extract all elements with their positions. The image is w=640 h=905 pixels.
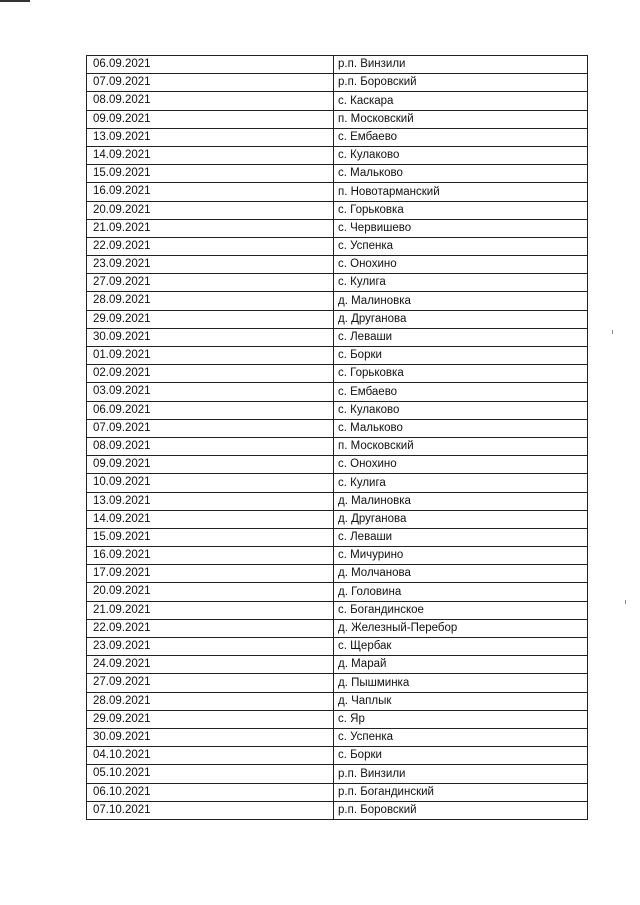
- date-cell: 09.09.2021: [87, 110, 334, 128]
- table-row: [87, 146, 588, 164]
- date-cell: 08.09.2021: [87, 437, 334, 455]
- settlement-cell: р.п. Боровский: [334, 801, 588, 819]
- settlement-cell: д. Молчанова: [334, 565, 588, 583]
- date-cell: 28.09.2021: [87, 692, 334, 710]
- table-row: [87, 274, 588, 292]
- settlement-cell: р.п. Богандинский: [334, 783, 588, 801]
- table-row: [87, 601, 588, 619]
- settlement-cell: с. Мальково: [334, 165, 588, 183]
- settlement-cell: с. Горьковка: [334, 365, 588, 383]
- scan-artifact: [612, 330, 613, 334]
- date-cell: 07.09.2021: [87, 419, 334, 437]
- settlement-cell: д. Головина: [334, 583, 588, 601]
- settlement-cell: д. Друганова: [334, 310, 588, 328]
- settlement-cell: п. Московский: [334, 437, 588, 455]
- settlement-cell: с. Успенка: [334, 728, 588, 746]
- schedule-body: [87, 56, 588, 820]
- settlement-cell: р.п. Винзили: [334, 56, 588, 74]
- date-cell: 20.09.2021: [87, 583, 334, 601]
- date-cell: 23.09.2021: [87, 638, 334, 656]
- settlement-cell: р.п. Винзили: [334, 765, 588, 783]
- settlement-cell: д. Чаплык: [334, 692, 588, 710]
- table-row: [87, 510, 588, 528]
- table-row: [87, 547, 588, 565]
- table-row: [87, 165, 588, 183]
- table-row: [87, 765, 588, 783]
- date-cell: 05.10.2021: [87, 765, 334, 783]
- date-cell: 29.09.2021: [87, 310, 334, 328]
- table-row: [87, 747, 588, 765]
- date-cell: 13.09.2021: [87, 128, 334, 146]
- settlement-cell: с. Борки: [334, 347, 588, 365]
- settlement-cell: п. Московский: [334, 110, 588, 128]
- settlement-cell: с. Успенка: [334, 237, 588, 255]
- date-cell: 03.09.2021: [87, 383, 334, 401]
- settlement-cell: д. Пышминка: [334, 674, 588, 692]
- date-cell: 20.09.2021: [87, 201, 334, 219]
- table-row: [87, 710, 588, 728]
- settlement-cell: д. Марай: [334, 656, 588, 674]
- settlement-cell: с. Червишево: [334, 219, 588, 237]
- table-row: [87, 692, 588, 710]
- settlement-cell: с. Онохино: [334, 256, 588, 274]
- table-row: [87, 528, 588, 546]
- settlement-cell: с. Мальково: [334, 419, 588, 437]
- settlement-cell: с. Ембаево: [334, 128, 588, 146]
- table-row: [87, 328, 588, 346]
- date-cell: 17.09.2021: [87, 565, 334, 583]
- date-cell: 13.09.2021: [87, 492, 334, 510]
- table-row: [87, 256, 588, 274]
- table-row: [87, 619, 588, 637]
- date-cell: 27.09.2021: [87, 274, 334, 292]
- settlement-cell: с. Мичурино: [334, 547, 588, 565]
- date-cell: 08.09.2021: [87, 92, 334, 110]
- date-cell: 06.09.2021: [87, 56, 334, 74]
- scan-artifact: [625, 600, 626, 604]
- table-row: [87, 292, 588, 310]
- date-cell: 30.09.2021: [87, 328, 334, 346]
- table-row: [87, 456, 588, 474]
- date-cell: 02.09.2021: [87, 365, 334, 383]
- settlement-cell: д. Друганова: [334, 510, 588, 528]
- date-cell: 21.09.2021: [87, 219, 334, 237]
- settlement-cell: с. Кулига: [334, 474, 588, 492]
- settlement-cell: с. Каскара: [334, 92, 588, 110]
- table-row: [87, 437, 588, 455]
- date-cell: 01.09.2021: [87, 347, 334, 365]
- date-cell: 15.09.2021: [87, 165, 334, 183]
- date-cell: 06.09.2021: [87, 401, 334, 419]
- date-cell: 30.09.2021: [87, 728, 334, 746]
- table-row: [87, 656, 588, 674]
- table-row: [87, 183, 588, 201]
- table-row: [87, 201, 588, 219]
- date-cell: 21.09.2021: [87, 601, 334, 619]
- table-row: [87, 419, 588, 437]
- date-cell: 22.09.2021: [87, 619, 334, 637]
- date-cell: 04.10.2021: [87, 747, 334, 765]
- table-row: [87, 383, 588, 401]
- settlement-cell: с. Горьковка: [334, 201, 588, 219]
- date-cell: 29.09.2021: [87, 710, 334, 728]
- table-row: [87, 310, 588, 328]
- table-row: [87, 674, 588, 692]
- date-cell: 22.09.2021: [87, 237, 334, 255]
- table-row: [87, 565, 588, 583]
- settlement-cell: с. Кулаково: [334, 146, 588, 164]
- date-cell: 16.09.2021: [87, 547, 334, 565]
- date-cell: 14.09.2021: [87, 510, 334, 528]
- table-row: [87, 110, 588, 128]
- table-row: [87, 128, 588, 146]
- settlement-cell: с. Щербак: [334, 638, 588, 656]
- table-row: [87, 347, 588, 365]
- table-row: [87, 56, 588, 74]
- date-cell: 14.09.2021: [87, 146, 334, 164]
- settlement-cell: п. Новотарманский: [334, 183, 588, 201]
- date-cell: 24.09.2021: [87, 656, 334, 674]
- date-cell: 07.10.2021: [87, 801, 334, 819]
- table-row: [87, 474, 588, 492]
- date-cell: 06.10.2021: [87, 783, 334, 801]
- settlement-cell: с. Леваши: [334, 328, 588, 346]
- settlement-cell: д. Железный-Перебор: [334, 619, 588, 637]
- settlement-cell: д. Малиновка: [334, 292, 588, 310]
- date-cell: 07.09.2021: [87, 74, 334, 92]
- table-row: [87, 74, 588, 92]
- date-cell: 28.09.2021: [87, 292, 334, 310]
- table-row: [87, 583, 588, 601]
- table-row: [87, 365, 588, 383]
- settlement-cell: д. Малиновка: [334, 492, 588, 510]
- table-row: [87, 783, 588, 801]
- date-cell: 09.09.2021: [87, 456, 334, 474]
- settlement-cell: с. Кулига: [334, 274, 588, 292]
- table-row: [87, 401, 588, 419]
- date-cell: 27.09.2021: [87, 674, 334, 692]
- schedule-table: [86, 55, 588, 820]
- settlement-cell: с. Кулаково: [334, 401, 588, 419]
- settlement-cell: с. Богандинское: [334, 601, 588, 619]
- date-cell: 23.09.2021: [87, 256, 334, 274]
- date-cell: 10.09.2021: [87, 474, 334, 492]
- date-cell: 16.09.2021: [87, 183, 334, 201]
- table-row: [87, 801, 588, 819]
- settlement-cell: с. Борки: [334, 747, 588, 765]
- settlement-cell: с. Онохино: [334, 456, 588, 474]
- table-row: [87, 219, 588, 237]
- table-row: [87, 492, 588, 510]
- table-row: [87, 728, 588, 746]
- date-cell: 15.09.2021: [87, 528, 334, 546]
- settlement-cell: с. Яр: [334, 710, 588, 728]
- scan-corner-mark: [0, 0, 30, 2]
- table-row: [87, 92, 588, 110]
- settlement-cell: с. Ембаево: [334, 383, 588, 401]
- table-row: [87, 638, 588, 656]
- table-row: [87, 237, 588, 255]
- settlement-cell: с. Леваши: [334, 528, 588, 546]
- settlement-cell: р.п. Боровский: [334, 74, 588, 92]
